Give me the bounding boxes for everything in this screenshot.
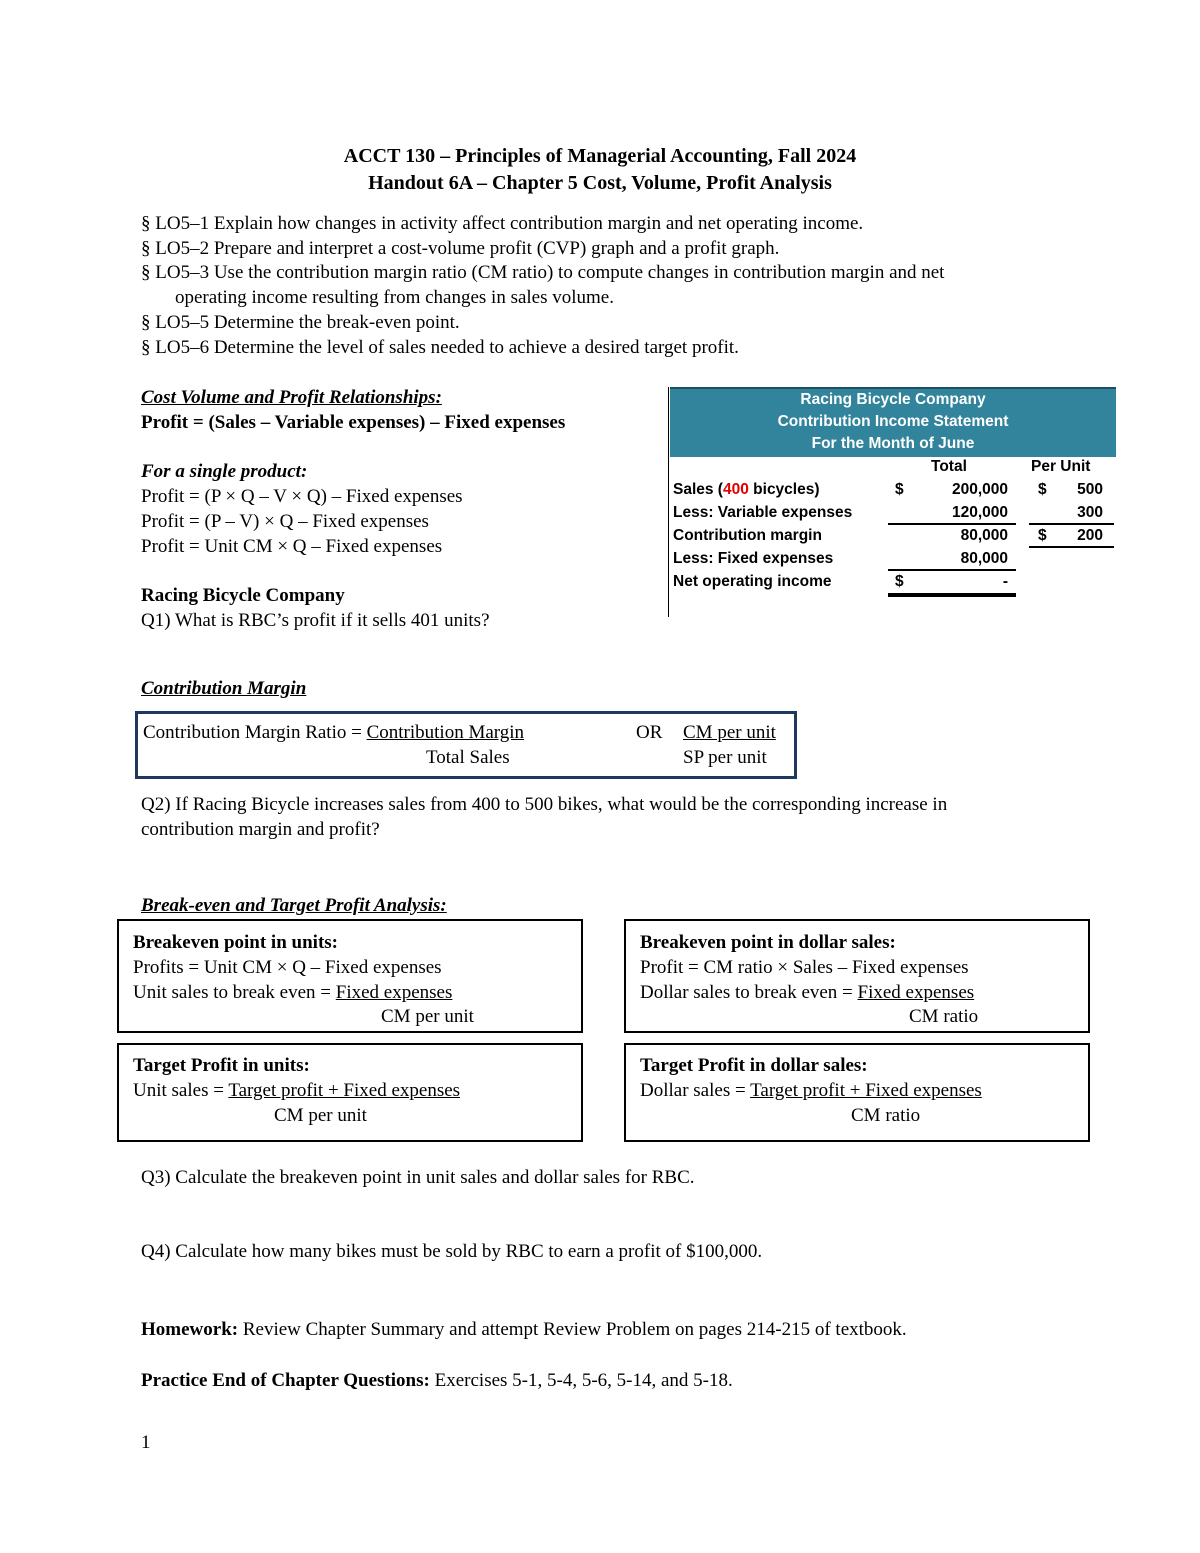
homework-text: Review Chapter Summary and attempt Review Problem on pages 214-215 of textbook. xyxy=(238,1319,907,1340)
practice-label: Practice End of Chapter Questions: xyxy=(141,1370,430,1391)
practice-text: Exercises 5-1, 5-4, 5-6, 5-14, and 5-18. xyxy=(429,1370,733,1391)
statement-period: For the Month of June xyxy=(811,435,975,452)
contribution-margin-row xyxy=(673,524,1113,547)
objective-item: § LO5–3 Use the contribution margin ratio (CM ratio) to compute changes in contribution margin and net xyxy=(141,262,945,284)
box-title: Target Profit in dollar sales: xyxy=(640,1055,868,1076)
fixed-expenses-total: 80,000 xyxy=(960,550,1008,567)
contribution-margin-heading: Contribution Margin xyxy=(141,678,307,699)
contribution-margin-total: 80,000 xyxy=(960,527,1008,544)
homework-line xyxy=(141,1318,907,1343)
question-1: Q1) What is RBC’s profit if it sells 401 units? xyxy=(141,610,490,631)
statement-left-border xyxy=(668,387,669,617)
statement-company: Racing Bicycle Company xyxy=(800,391,986,408)
contribution-margin-per-unit: 200 xyxy=(1077,527,1103,544)
net-operating-income-row xyxy=(673,570,1113,593)
statement-title: Contribution Income Statement xyxy=(777,413,1009,430)
objective-item: § LO5–5 Determine the break-even point. xyxy=(141,311,460,333)
cm-ratio-box xyxy=(135,711,797,779)
box-title: Breakeven point in units: xyxy=(133,932,338,953)
sales-row xyxy=(673,478,1113,501)
total-double-rule xyxy=(888,593,1016,597)
box-line: Unit sales to break even = Fixed expenses xyxy=(133,982,453,1003)
objective-item: § LO5–1 Explain how changes in activity affect contribution margin and net operating income. xyxy=(141,213,864,234)
single-product-heading: For a single product: xyxy=(141,461,308,482)
fixed-expenses-label: Less: Fixed expenses xyxy=(673,550,834,567)
question-4: Q4) Calculate how many bikes must be sold by RBC to earn a profit of $100,000. xyxy=(141,1241,763,1262)
formula-line: Profit = Unit CM × Q – Fixed expenses xyxy=(141,536,443,557)
variable-expenses-row xyxy=(673,501,1113,524)
fixed-expenses-row xyxy=(673,547,1113,570)
box-denominator: CM per unit xyxy=(274,1105,367,1126)
variable-expenses-per-unit: 300 xyxy=(1077,504,1103,521)
formula-line: Profit = (P × Q – V × Q) – Fixed expenses xyxy=(141,486,463,507)
statement-header xyxy=(670,387,1116,457)
dollar-sign: $ xyxy=(895,481,904,498)
box-title: Breakeven point in dollar sales: xyxy=(640,932,896,953)
box-denominator: CM ratio xyxy=(851,1105,921,1126)
or-label: OR xyxy=(636,722,663,743)
question-2-line2: contribution margin and profit? xyxy=(141,819,380,840)
box-line: Unit sales = Target profit + Fixed expenses xyxy=(133,1080,461,1101)
homework-label: Homework: xyxy=(141,1319,239,1340)
col-per-unit-header: Per Unit xyxy=(1031,458,1091,475)
sales-total: 200,000 xyxy=(951,481,1008,498)
document-subtitle: Handout 6A – Chapter 5 Cost, Volume, Profit Analysis xyxy=(368,172,832,194)
box-line: Profit = CM ratio × Sales – Fixed expenses xyxy=(640,957,969,978)
company-name: Racing Bicycle Company xyxy=(141,585,345,606)
objective-item-continued: operating income resulting from changes in sales volume. xyxy=(175,287,614,309)
breakeven-dollars-box xyxy=(624,919,1090,1033)
sales-per-unit: 500 xyxy=(1077,481,1103,498)
net-operating-income-total: - xyxy=(1002,573,1008,590)
breakeven-units-box xyxy=(117,919,583,1033)
objective-item: § LO5–6 Determine the level of sales needed to achieve a desired target profit. xyxy=(141,336,739,358)
cm-per-unit: CM per unit xyxy=(683,722,776,743)
dollar-sign: $ xyxy=(895,573,904,590)
cm-denominator: Total Sales xyxy=(426,747,510,768)
net-operating-income-label: Net operating income xyxy=(673,573,832,590)
variable-expenses-label: Less: Variable expenses xyxy=(673,504,853,521)
target-profit-dollars-box xyxy=(624,1043,1090,1142)
dollar-sign: $ xyxy=(1038,481,1047,498)
document-title: ACCT 130 – Principles of Managerial Accounting, Fall 2024 xyxy=(343,145,857,167)
target-profit-units-box xyxy=(117,1043,583,1142)
box-title: Target Profit in units: xyxy=(133,1055,310,1076)
question-2-line1: Q2) If Racing Bicycle increases sales from 400 to 500 bikes, what would be the corresponding increase in xyxy=(141,794,948,815)
variable-expenses-total: 120,000 xyxy=(951,504,1008,521)
cm-numerator: Contribution Margin xyxy=(366,722,525,743)
page-number: 1 xyxy=(141,1432,151,1453)
profit-formula: Profit = (Sales – Variable expenses) – Fixed expenses xyxy=(141,412,566,433)
box-line: Dollar sales = Target profit + Fixed expenses xyxy=(640,1080,982,1101)
cm-ratio-formula: Contribution Margin Ratio = Contribution Margin xyxy=(143,722,525,743)
formula-line: Profit = (P – V) × Q – Fixed expenses xyxy=(141,511,429,532)
learning-objectives xyxy=(141,212,944,360)
practice-line xyxy=(141,1369,733,1394)
column-headers xyxy=(673,455,1113,478)
cvp-heading: Cost Volume and Profit Relationships: xyxy=(141,387,442,408)
sales-units: 400 xyxy=(722,481,749,498)
box-denominator: CM per unit xyxy=(381,1006,474,1027)
question-3: Q3) Calculate the breakeven point in unit sales and dollar sales for RBC. xyxy=(141,1167,695,1188)
contribution-income-statement xyxy=(668,387,1116,617)
sales-label: Sales (400 bicycles) xyxy=(673,481,820,498)
dollar-sign: $ xyxy=(1038,527,1047,544)
objective-item: § LO5–2 Prepare and interpret a cost-volume profit (CVP) graph and a profit graph. xyxy=(141,237,780,259)
box-line: Dollar sales to break even = Fixed expenses xyxy=(640,982,975,1003)
box-line: Profits = Unit CM × Q – Fixed expenses xyxy=(133,957,442,978)
box-denominator: CM ratio xyxy=(909,1006,979,1027)
contribution-margin-label: Contribution margin xyxy=(673,527,822,544)
sp-per-unit: SP per unit xyxy=(683,747,767,768)
breakeven-heading: Break-even and Target Profit Analysis: xyxy=(141,895,447,916)
col-total-header: Total xyxy=(931,458,967,475)
